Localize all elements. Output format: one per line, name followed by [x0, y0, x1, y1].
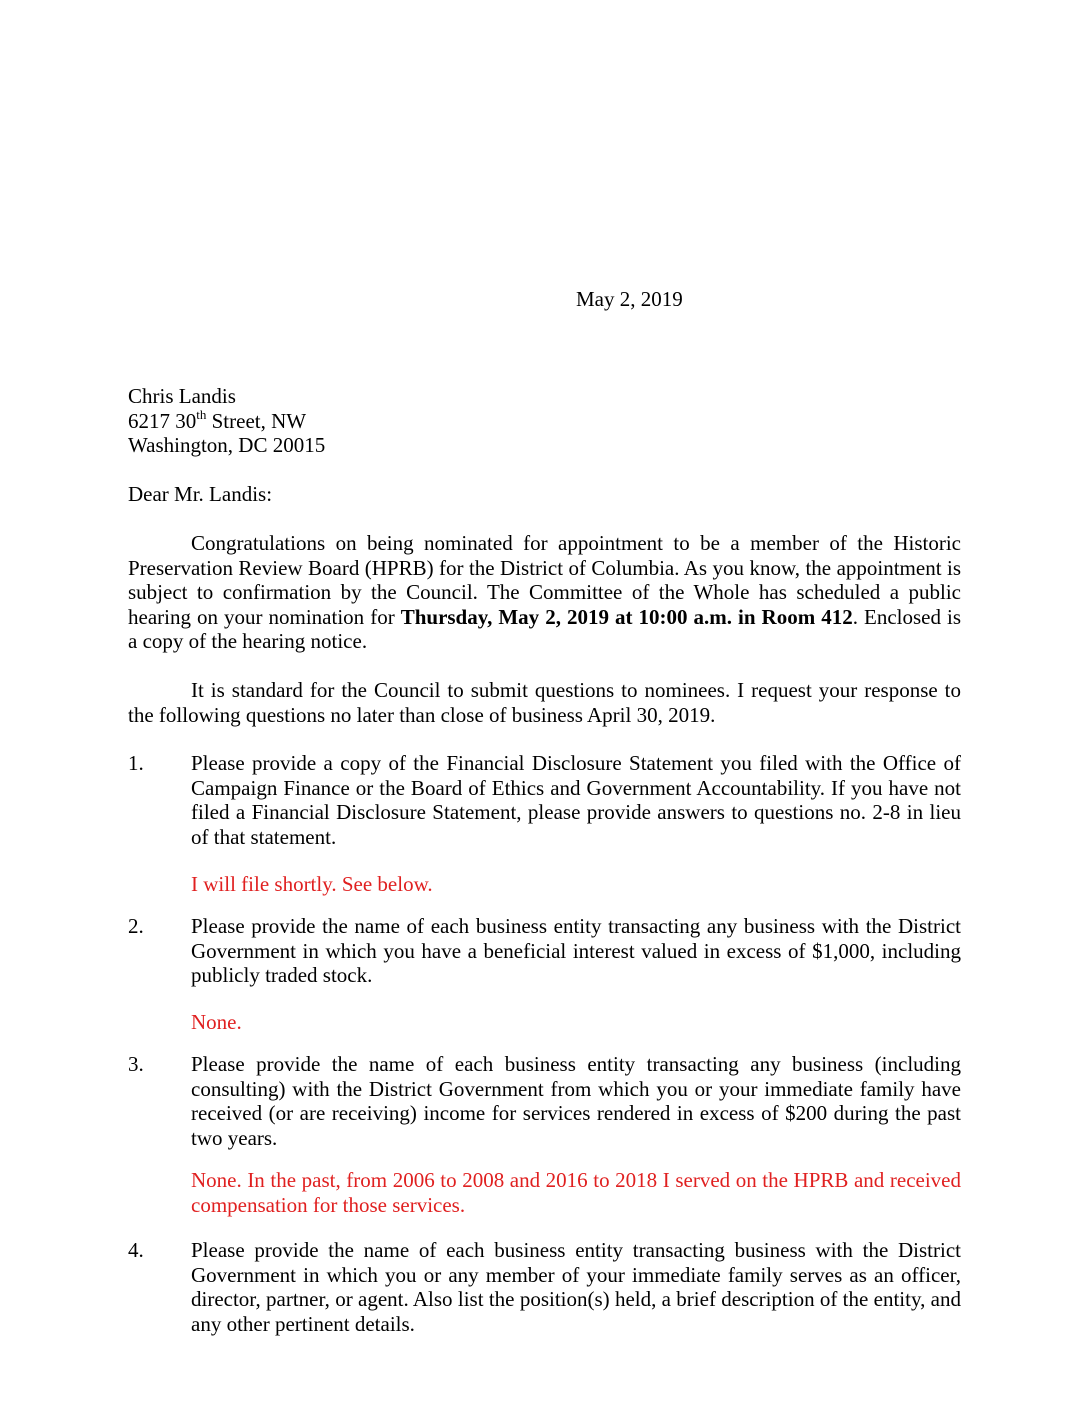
question-number: 4.	[128, 1238, 144, 1262]
intro-text-end: . Enclosed is a copy of the hearing notice.	[128, 604, 962, 653]
answer-text: None.	[191, 1010, 242, 1034]
street-name: Street, NW	[206, 408, 307, 433]
question-number: 1.	[128, 751, 144, 775]
question-number: 2.	[128, 914, 144, 938]
street-number: 6217 30	[128, 408, 197, 433]
answer-text: I will file shortly. See below.	[191, 872, 433, 896]
intro-paragraph	[128, 531, 961, 654]
hearing-datetime: Thursday, May 2, 2019 at 10:00 a.m. in Room 412	[400, 604, 853, 629]
salutation: Dear Mr. Landis:	[128, 482, 273, 506]
intro-text: Congratulations on being nominated for appointment to be a member of the Historic Preservation Review Board (HPRB) for the District of Columbia. As you know, the appointment is subject to confirmation by the Council. The Committee of the Whole has scheduled a public hearing on your nomination for	[128, 531, 961, 629]
question-text: Please provide the name of each business entity transacting business with the District Government in which you or any member of your immediate family serves as an officer, director, partner, or agent. Also list the position(s) held, a brief description of the entity, and any other pertinent details.	[191, 1238, 961, 1336]
question-number: 3.	[128, 1052, 144, 1076]
answer-text: None. In the past, from 2006 to 2008 and 2016 to 2018 I served on the HPRB and received compensation for those services.	[191, 1168, 961, 1217]
recipient-name: Chris Landis	[128, 384, 236, 408]
letter-date: May 2, 2019	[576, 287, 683, 311]
request-paragraph	[128, 678, 961, 727]
question-text: Please provide a copy of the Financial Disclosure Statement you filed with the Office of Campaign Finance or the Board of Ethics and Government Accountability. If you have not filed a Financial Disclosure Statement, please provide answers to questions no. 2-8 in lieu of that statement.	[191, 751, 961, 849]
street-suffix: th	[196, 406, 207, 422]
request-text: It is standard for the Council to submit questions to nominees. I request your response to the following questions no later than close of business April 30, 2019.	[128, 678, 961, 727]
recipient-street	[128, 406, 325, 434]
recipient-address	[128, 384, 325, 458]
recipient-city: Washington, DC 20015	[128, 433, 326, 457]
question-text: Please provide the name of each business entity transacting any business with the District Government in which you have a beneficial interest valued in excess of $1,000, including publicly traded stock.	[191, 914, 961, 987]
question-text: Please provide the name of each business entity transacting any business (including consulting) with the District Government from which you or your immediate family have received (or are receiving) income for services rendered in excess of $200 during the past two years.	[191, 1052, 961, 1150]
